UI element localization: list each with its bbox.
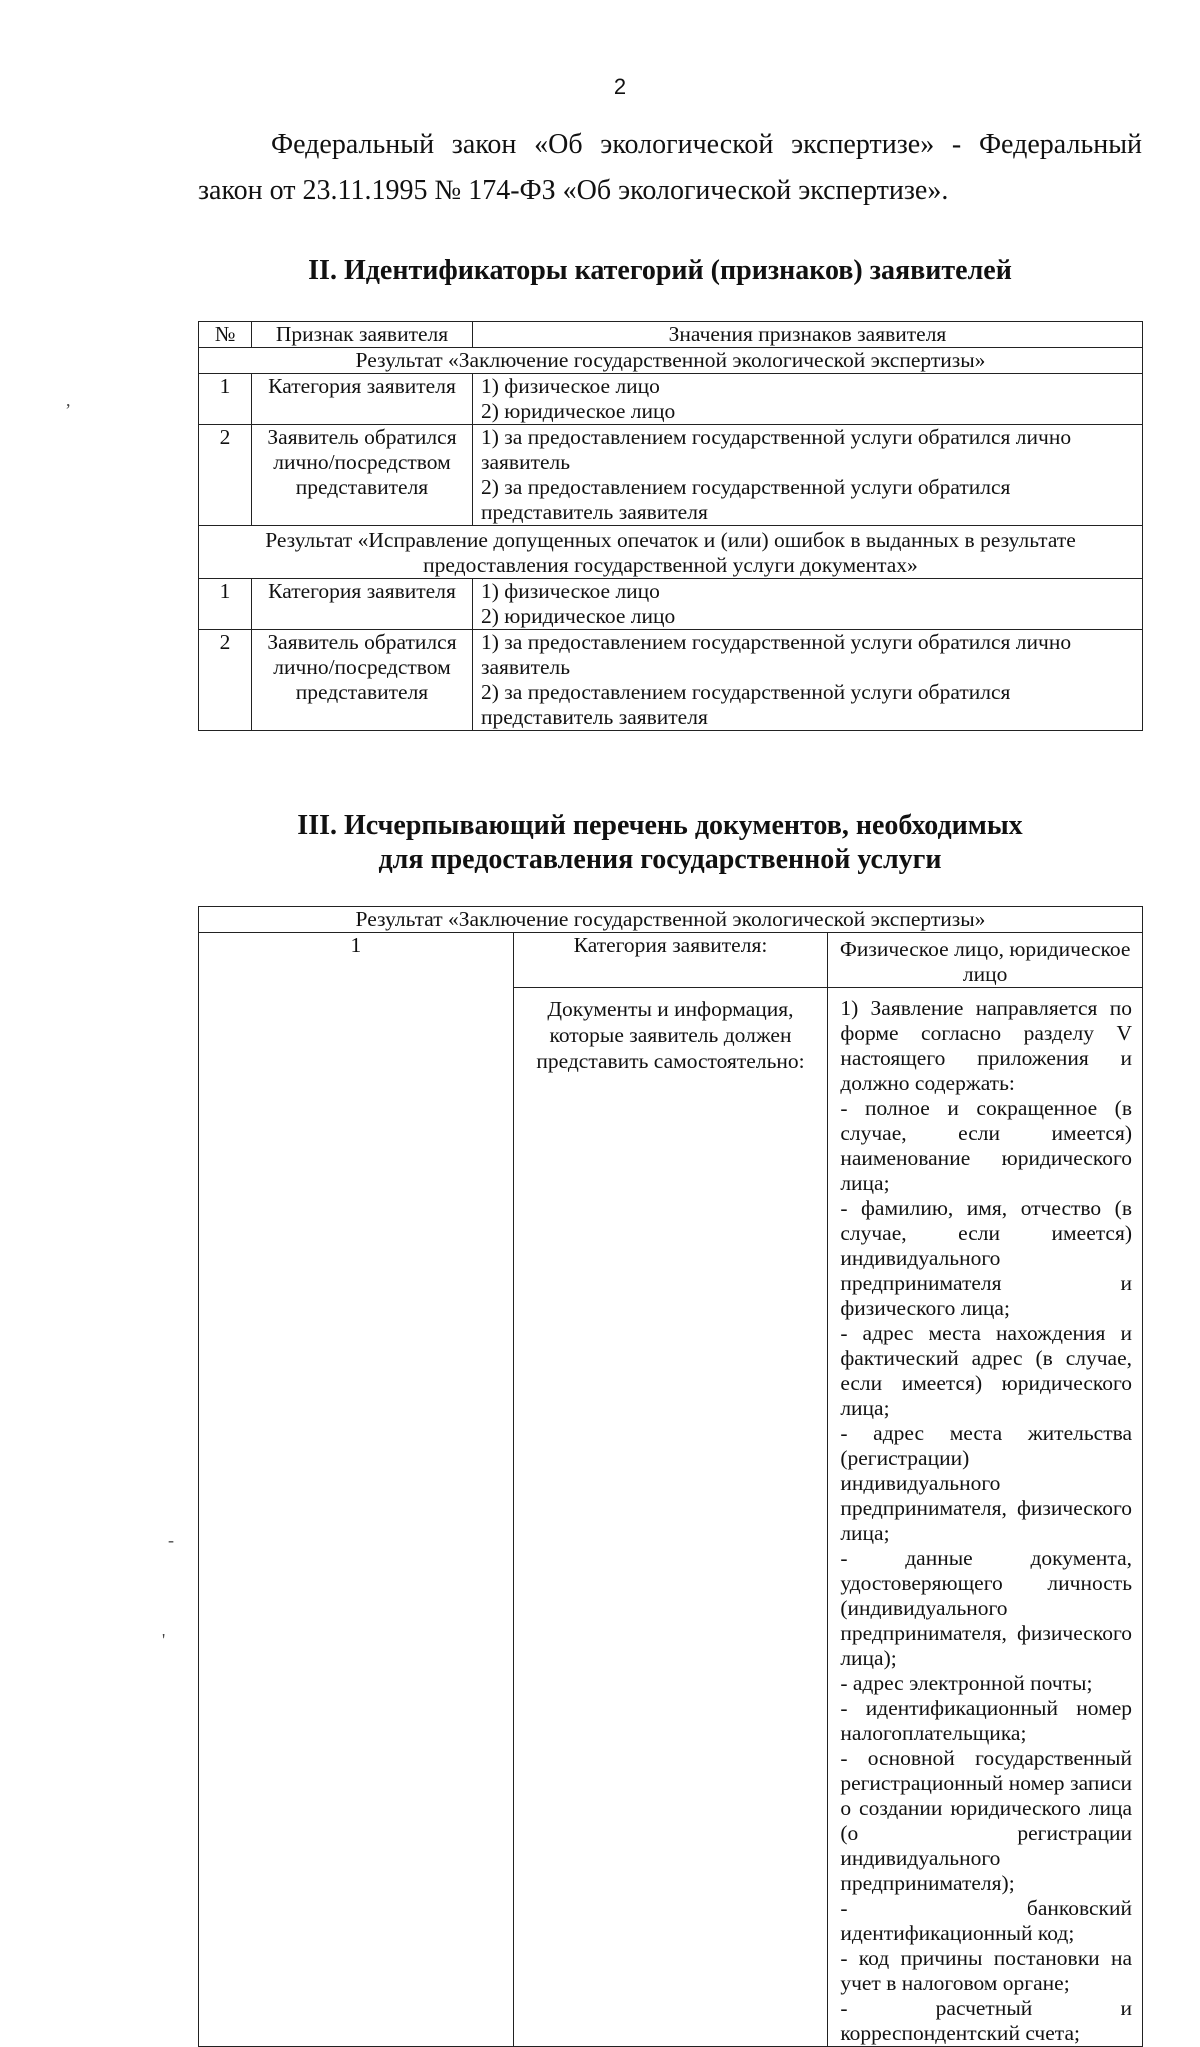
list-item: - адрес электронной почты; bbox=[840, 1671, 1093, 1695]
intro-paragraph: Федеральный закон «Об экологической экспертизе» - Федеральный закон от 23.11.1995 № 174-ФЗ «Об экологической экспертизе». bbox=[198, 129, 1142, 206]
scan-speck: ' bbox=[162, 1630, 166, 1650]
value-item: 2) за предоставлением государственной услуги обратился представитель заявителя bbox=[481, 475, 1011, 524]
category-label: Категория заявителя: bbox=[513, 933, 828, 988]
section-2-title: II. Идентификаторы категорий (признаков) заявителей bbox=[308, 255, 1012, 286]
result-row bbox=[199, 348, 1143, 374]
table-header-row bbox=[199, 322, 1143, 348]
value-item: 2) юридическое лицо bbox=[481, 604, 676, 628]
documents-label: Документы и информация, которые заявитель должен представить самостоятельно: bbox=[513, 988, 828, 2047]
value-item: 2) юридическое лицо bbox=[481, 399, 676, 423]
category-row bbox=[199, 933, 1143, 988]
list-item: - расчетный и корреспондентский счета; bbox=[840, 1996, 1132, 2045]
row-attribute: Категория заявителя bbox=[252, 579, 473, 630]
list-item: - код причины постановки на учет в налоговом органе; bbox=[840, 1946, 1132, 1995]
row-values bbox=[473, 374, 1143, 425]
row-values bbox=[473, 579, 1143, 630]
row-num: 1 bbox=[199, 933, 514, 2047]
value-item: 1) физическое лицо bbox=[481, 374, 660, 398]
row-attribute: Категория заявителя bbox=[252, 374, 473, 425]
list-item: - адрес места жительства (регистрации) индивидуального предпринимателя, физического лица; bbox=[840, 1421, 1132, 1545]
section-3-title bbox=[160, 809, 1160, 877]
result-label: Результат «Исправление допущенных опечаток и (или) ошибок в выданных в результате предоставления государственной услуги документах» bbox=[199, 526, 1143, 579]
category-value: Физическое лицо, юридическое лицо bbox=[828, 933, 1143, 988]
table-row bbox=[199, 374, 1143, 425]
list-item: 1) Заявление направляется по форме согласно разделу V настоящего приложения и должно содержать: bbox=[840, 996, 1132, 1095]
row-num: 1 bbox=[199, 374, 252, 425]
result-label: Результат «Заключение государственной экологической экспертизы» bbox=[199, 348, 1143, 374]
documents-table bbox=[198, 906, 1143, 2047]
scan-speck: , bbox=[66, 390, 71, 410]
result-row bbox=[199, 907, 1143, 933]
header-attribute: Признак заявителя bbox=[252, 322, 473, 348]
result-row bbox=[199, 526, 1143, 579]
list-item: - фамилию, имя, отчество (в случае, если имеется) индивидуального предпринимателя и физического лица; bbox=[840, 1196, 1132, 1320]
value-item: 1) физическое лицо bbox=[481, 579, 660, 603]
value-item: 1) за предоставлением государственной услуги обратился лично заявитель bbox=[481, 630, 1072, 679]
list-item: - данные документа, удостоверяющего личность (индивидуального предпринимателя, физического лица); bbox=[840, 1546, 1132, 1670]
applicant-identifiers-table bbox=[198, 321, 1143, 731]
row-values bbox=[473, 630, 1143, 731]
list-item: - идентификационный номер налогоплательщика; bbox=[840, 1696, 1132, 1745]
row-values bbox=[473, 425, 1143, 526]
list-item: - банковский идентификационный код; bbox=[840, 1896, 1132, 1945]
row-num: 2 bbox=[199, 630, 252, 731]
value-item: 1) за предоставлением государственной услуги обратился лично заявитель bbox=[481, 425, 1072, 474]
table-row bbox=[199, 579, 1143, 630]
list-item: - полное и сокращенное (в случае, если имеется) наименование юридического лица; bbox=[840, 1096, 1132, 1195]
list-item: - основной государственный регистрационный номер записи о создании юридического лица (о регистрации индивидуального предпринимателя); bbox=[840, 1746, 1132, 1895]
section-3-title-line-1: III. Исчерпывающий перечень документов, необходимых bbox=[297, 810, 1023, 841]
header-values: Значения признаков заявителя bbox=[473, 322, 1143, 348]
row-num: 1 bbox=[199, 579, 252, 630]
row-attribute: Заявитель обратился лично/посредством представителя bbox=[252, 425, 473, 526]
row-num: 2 bbox=[199, 425, 252, 526]
table-row bbox=[199, 630, 1143, 731]
row-attribute: Заявитель обратился лично/посредством представителя bbox=[252, 630, 473, 731]
scan-speck: - bbox=[168, 1530, 174, 1550]
table-row bbox=[199, 425, 1143, 526]
section-3-title-line-2: для предоставления государственной услуги bbox=[378, 844, 942, 875]
list-item: - адрес места нахождения и фактический адрес (в случае, если имеется) юридического лица; bbox=[840, 1321, 1132, 1420]
header-num: № bbox=[199, 322, 252, 348]
value-item: 2) за предоставлением государственной услуги обратился представитель заявителя bbox=[481, 680, 1011, 729]
result-label: Результат «Заключение государственной экологической экспертизы» bbox=[199, 907, 1143, 933]
page-number: 2 bbox=[613, 74, 627, 99]
documents-list bbox=[828, 988, 1143, 2047]
